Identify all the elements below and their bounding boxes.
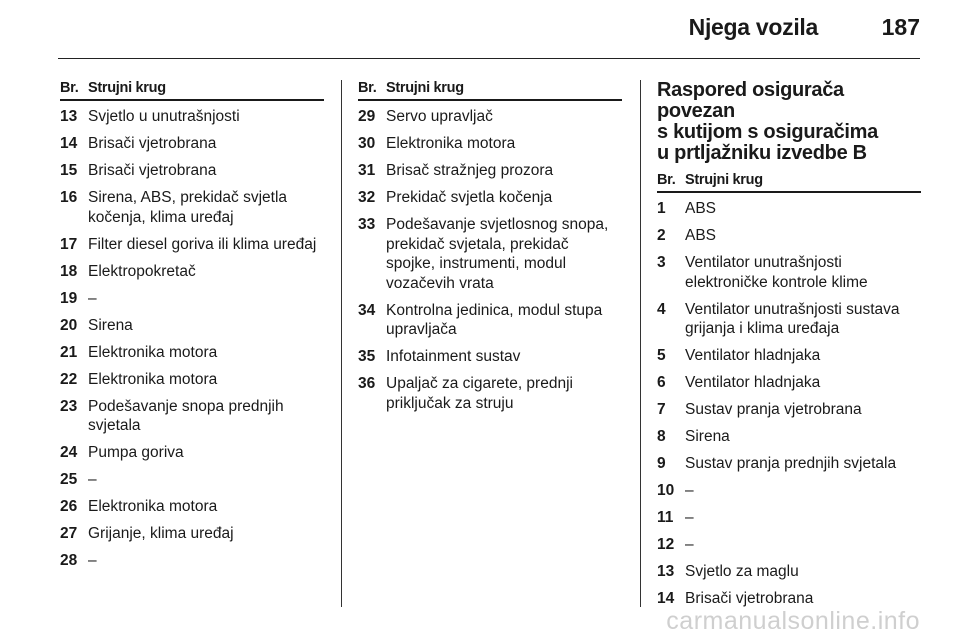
table-row [60,107,324,127]
circuit-label: Ventilator hladnjaka [685,374,821,391]
circuit-label: Elektronika motora [88,343,218,361]
fuse-number: 14 [657,590,675,607]
fuse-number: 28 [60,552,78,569]
table-row [657,253,921,292]
fuse-number: 27 [60,525,78,542]
table-row [60,262,324,282]
table-row [60,524,324,544]
fuse-number: 23 [60,397,78,415]
circuit-label: Ventilator unutrašnjosti elektroničke kontrole klime [685,254,868,291]
circuit-label: Podešavanje snopa prednjih svjetala [88,397,284,434]
section-title [657,80,921,164]
fuse-number: 5 [657,347,666,364]
circuit-label: Ventilator unutrašnjosti sustava grijanja i klima uređaja [685,300,900,337]
column-divider-2 [640,80,641,607]
circuit-label: Filter diesel goriva ili klima uređaj [88,235,317,253]
circuit-label: Sustav pranja vjetrobrana [685,401,862,418]
fuse-number: 4 [657,300,666,318]
table-row [657,535,921,555]
fuse-number: 1 [657,200,666,217]
section-title-line: Raspored osigurača povezan [657,79,844,122]
table-header [358,80,622,101]
fuse-number: 17 [60,235,78,253]
circuit-label: Elektronika motora [88,370,218,388]
circuit-label: Sustav pranja prednjih svjetala [685,455,897,472]
table-header-circuit: Strujni krug [685,172,763,188]
fuse-number: 25 [60,471,78,488]
fuse-number: 7 [657,401,666,418]
table-row [60,235,324,255]
fuse-number: 34 [358,301,376,319]
circuit-label: Sirena, ABS, prekidač svjetla kočenja, klima uređaj [88,189,288,226]
circuit-label: Pumpa goriva [88,444,184,461]
fuse-number: 8 [657,428,666,445]
circuit-label: Brisači vjetrobrana [88,162,217,179]
circuit-label: Podešavanje svjetlosnog snopa, prekidač svjetala, prekidač spojke, instrumenti, modul vozačevih vrata [386,216,609,292]
circuit-label: Upaljač za cigarete, prednji priključak za struju [386,375,573,412]
fuse-number: 24 [60,444,78,461]
fuse-number: 36 [358,375,376,392]
fuse-table-column-2 [358,80,622,421]
table-header [60,80,324,101]
column-divider-1 [341,80,342,607]
table-row [657,346,921,366]
circuit-label: Servo upravljač [386,108,493,125]
table-row [60,370,324,390]
fuse-number: 31 [358,162,376,179]
fuse-number: 30 [358,135,376,152]
section-title-line: s kutijom s osiguračima [657,121,878,143]
section-title-line: u prtljažniku izvedbe B [657,142,867,164]
fuse-table-column-1 [60,80,324,578]
table-row [657,226,921,246]
fuse-number: 14 [60,135,78,152]
table-row [358,107,622,127]
circuit-label: – [685,482,694,499]
fuse-number: 3 [657,254,666,271]
table-row [657,373,921,393]
table-row [60,343,324,363]
fuse-number: 10 [657,482,675,499]
table-row [60,161,324,181]
table-rows [60,107,324,571]
table-row [358,347,622,367]
circuit-label: – [88,471,97,488]
circuit-label: Elektronika motora [386,135,516,152]
table-row [60,551,324,571]
table-row [60,497,324,517]
circuit-label: Elektropokretač [88,262,196,280]
fuse-number: 35 [358,348,376,365]
table-row [657,508,921,528]
table-row [60,316,324,336]
circuit-label: Prekidač svjetla kočenja [386,189,553,206]
circuit-label: – [88,289,97,307]
circuit-label: Elektronika motora [88,498,218,515]
fuse-number: 11 [657,509,674,526]
circuit-label: – [685,509,694,526]
table-row [657,589,921,609]
fuse-table-column-3 [657,80,921,616]
table-row [657,400,921,420]
circuit-label: Infotainment sustav [386,348,521,365]
table-row [358,134,622,154]
fuse-number: 20 [60,316,78,334]
fuse-number: 26 [60,498,78,515]
table-row [358,374,622,413]
table-header [657,172,921,193]
circuit-label: ABS [685,200,717,217]
fuse-number: 2 [657,227,666,244]
fuse-number: 15 [60,162,78,179]
fuse-number: 18 [60,262,78,280]
table-row [657,562,921,582]
table-rows [358,107,622,413]
circuit-label: Sirena [685,428,730,445]
table-row [60,397,324,436]
circuit-label: Brisač stražnjeg prozora [386,162,554,179]
fuse-number: 9 [657,455,666,472]
circuit-label: Sirena [88,316,133,334]
fuse-number: 22 [60,370,78,388]
page-number: 187 [881,14,920,40]
fuse-number: 21 [60,343,78,361]
fuse-number: 12 [657,536,675,553]
page-header-title: Njega vozila [688,14,818,40]
table-header-number: Br. [358,80,377,96]
circuit-label: Svjetlo za maglu [685,563,799,580]
circuit-label: Brisači vjetrobrana [685,590,814,607]
circuit-label: Brisači vjetrobrana [88,135,217,152]
table-row [358,161,622,181]
watermark: carmanualsonline.info [666,607,920,635]
circuit-label: Kontrolna jedinica, modul stupa upravljača [386,301,603,338]
table-row [358,301,622,340]
fuse-number: 6 [657,374,666,391]
circuit-label: – [685,536,694,553]
fuse-number: 13 [60,108,78,125]
fuse-number: 29 [358,108,376,125]
table-row [60,470,324,490]
table-row [657,481,921,501]
table-row [358,188,622,208]
table-row [60,134,324,154]
fuse-number: 13 [657,563,675,580]
table-row [657,427,921,447]
table-header-circuit: Strujni krug [386,80,464,96]
table-header-number: Br. [657,172,676,188]
table-row [60,443,324,463]
circuit-label: ABS [685,227,717,244]
fuse-number: 19 [60,289,78,307]
table-row [358,215,622,293]
circuit-label: Ventilator hladnjaka [685,347,821,364]
table-row [60,289,324,309]
fuse-number: 32 [358,189,376,206]
table-row [60,188,324,227]
table-rows [657,199,921,609]
circuit-label: Grijanje, klima uređaj [88,525,234,542]
header-rule [58,58,920,59]
circuit-label: – [88,552,97,569]
fuse-number: 33 [358,216,376,233]
table-header-circuit: Strujni krug [88,80,166,96]
table-row [657,300,921,339]
circuit-label: Svjetlo u unutrašnjosti [88,108,240,125]
table-row [657,454,921,474]
fuse-number: 16 [60,189,78,206]
table-row [657,199,921,219]
table-header-number: Br. [60,80,79,96]
